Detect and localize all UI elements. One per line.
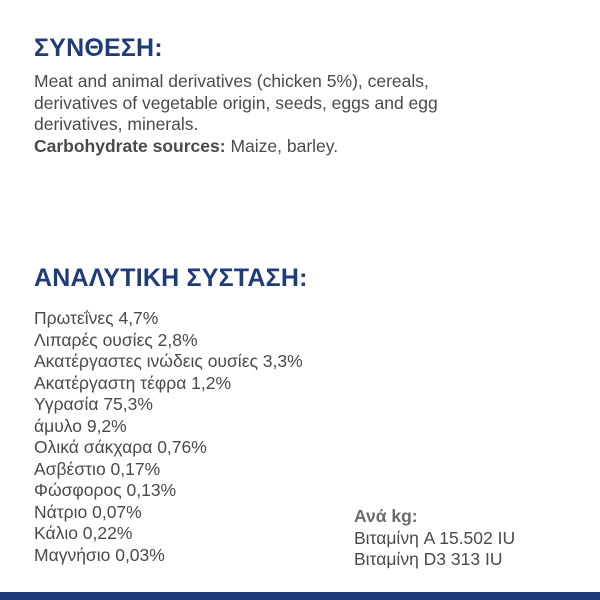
per-kg-section (354, 506, 515, 571)
composition-heading: ΣΥΝΘΕΣΗ: (34, 34, 163, 62)
bottom-accent-bar (0, 592, 600, 600)
analysis-item: Φώσφορος 0,13% (34, 480, 177, 500)
vitamin-item: Βιταμίνη A 15.502 IU (354, 527, 516, 548)
analysis-item: Μαγνήσιο 0,03% (34, 544, 165, 565)
analysis-item: Ακατέργαστες ινώδεις ουσίες 3,3% (34, 351, 303, 371)
analysis-item: Ασβέστιο 0,17% (34, 458, 161, 479)
vitamin-item: Βιταμίνη D3 313 IU (354, 549, 503, 569)
per-kg-list (354, 528, 515, 571)
composition-line: derivatives of vegetable origin, seeds, eggs and egg (34, 92, 438, 113)
composition-line: derivatives, minerals. (34, 114, 199, 134)
per-kg-title: Ανά kg: (354, 506, 418, 526)
analysis-item: Ακατέργαστη τέφρα 1,2% (34, 372, 232, 393)
analysis-item: Υγρασία 75,3% (34, 394, 153, 414)
analysis-heading: ΑΝΑΛΥΤΙΚΗ ΣΥΣΤΑΣΗ: (34, 264, 308, 292)
composition-line: Meat and animal derivatives (chicken 5%), cereals, (34, 71, 429, 91)
analysis-list (34, 308, 303, 566)
carbohydrate-sources-value: Maize, barley. (225, 135, 339, 156)
composition-section (34, 71, 574, 157)
carbohydrate-sources (34, 136, 574, 158)
analysis-item: Πρωτεΐνες 4,7% (34, 308, 159, 328)
analysis-item: Κάλιο 0,22% (34, 523, 133, 543)
analysis-item: Ολικά σάκχαρα 0,76% (34, 437, 207, 457)
analysis-item: Νάτριο 0,07% (34, 501, 142, 522)
analysis-item: άμυλο 9,2% (34, 415, 127, 436)
analysis-item: Λιπαρές ουσίες 2,8% (34, 329, 198, 350)
carbohydrate-sources-label: Carbohydrate sources: (34, 135, 226, 156)
